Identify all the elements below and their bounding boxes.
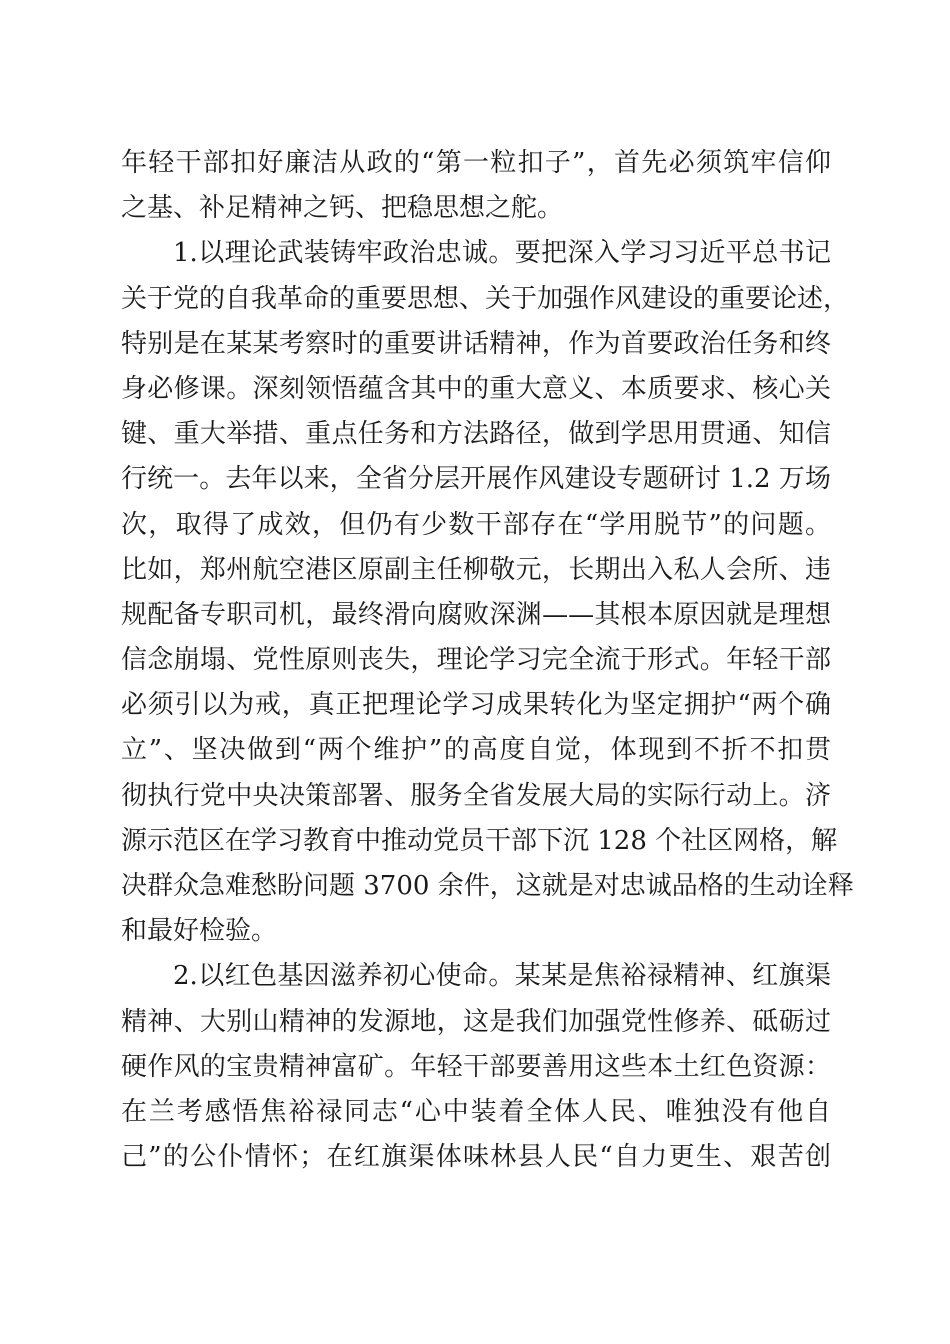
text-line: 规配备专职司机，最终滑向腐败深渊——其根本原因就是理想 — [121, 599, 831, 630]
text-line: 行统一。去年以来，全省分层开展作风建设专题研讨 1.2 万场 — [121, 464, 831, 495]
text-line: 必须引以为戒，真正把理论学习成果转化为坚定拥护“两个确 — [121, 690, 831, 721]
text-line: 立”、坚决做到“两个维护”的高度自觉，体现到不折不扣贯 — [121, 735, 831, 766]
text-line: 关于党的自我革命的重要思想、关于加强作风建设的重要论述， — [121, 283, 850, 314]
text-line: 硬作风的宝贵精神富矿。年轻干部要善用这些本土红色资源： — [121, 1051, 831, 1082]
text-line: 在兰考感悟焦裕禄同志“心中装着全体人民、唯独没有他自 — [121, 1096, 831, 1127]
text-line: 次，取得了成效，但仍有少数干部存在“学用脱节”的问题。 — [121, 509, 831, 540]
text-line: 决群众急难愁盼问题 3700 余件，这就是对忠诚品格的生动诠释 — [121, 871, 854, 901]
text-line: 信念崩塌、党性原则丧失，理论学习完全流于形式。年轻干部 — [121, 645, 831, 676]
text-line: 2.以红色基因滋养初心使命。某某是焦裕禄精神、红旗渠 — [173, 961, 831, 992]
text-line: 1.以理论武装铸牢政治忠诚。要把深入学习习近平总书记 — [173, 238, 831, 269]
text-line: 特别是在某某考察时的重要讲话精神，作为首要政治任务和终 — [121, 328, 831, 359]
text-line: 身必修课。深刻领悟蕴含其中的重大意义、本质要求、核心关 — [121, 373, 831, 404]
text-line: 源示范区在学习教育中推动党员干部下沉 128 个社区网格，解 — [121, 825, 838, 856]
text-line: 和最好检验。 — [121, 916, 278, 947]
text-line: 己”的公仆情怀；在红旗渠体味林县人民“自力更生、艰苦创 — [121, 1142, 831, 1173]
text-line: 之基、补足精神之钙、把稳思想之舵。 — [121, 193, 564, 224]
text-line: 键、重大举措、重点任务和方法路径，做到学思用贯通、知信 — [121, 419, 831, 450]
text-line: 彻执行党中央决策部署、服务全省发展大局的实际行动上。济 — [121, 780, 831, 811]
body-text — [121, 141, 854, 1180]
text-line: 年轻干部扣好廉洁从政的“第一粒扣子”，首先必须筑牢信仰 — [121, 148, 831, 178]
text-line: 精神、大别山精神的发源地，这是我们加强党性修养、砥砺过 — [121, 1006, 831, 1037]
text-line: 比如，郑州航空港区原副主任柳敬元，长期出入私人会所、违 — [121, 554, 831, 585]
